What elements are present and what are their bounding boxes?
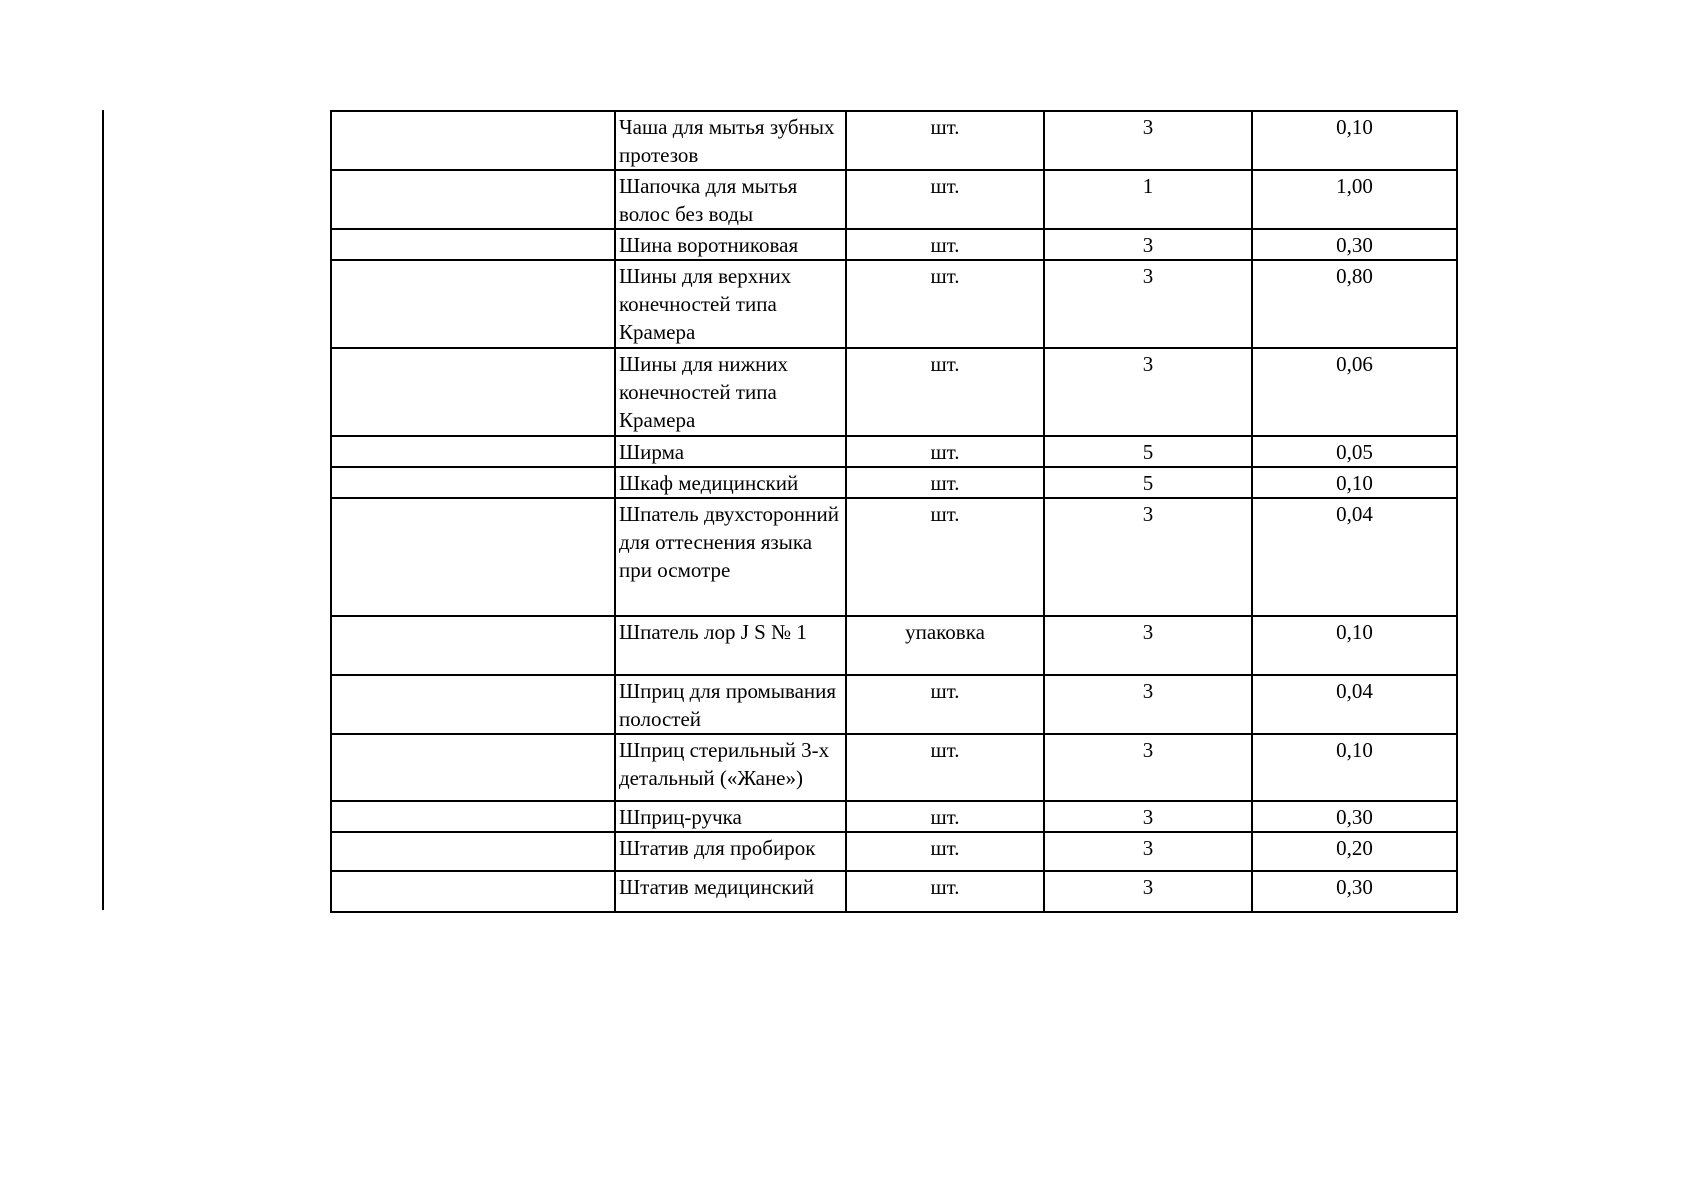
unit-cell: шт. xyxy=(846,348,1044,436)
blank-cell xyxy=(331,675,615,734)
value-cell: 0,04 xyxy=(1252,498,1457,616)
blank-cell xyxy=(331,229,615,260)
unit-cell: шт. xyxy=(846,170,1044,229)
table-row xyxy=(331,675,1457,734)
quantity-cell: 3 xyxy=(1044,871,1252,912)
item-name-cell: Штатив медицинский xyxy=(615,871,846,912)
item-name-cell: Штатив для пробирок xyxy=(615,832,846,871)
value-cell: 0,10 xyxy=(1252,734,1457,801)
blank-cell xyxy=(331,260,615,348)
quantity-cell: 3 xyxy=(1044,801,1252,832)
value-cell: 0,05 xyxy=(1252,436,1457,467)
table-row xyxy=(331,229,1457,260)
unit-cell: шт. xyxy=(846,111,1044,170)
value-cell: 1,00 xyxy=(1252,170,1457,229)
quantity-cell: 3 xyxy=(1044,229,1252,260)
quantity-cell: 5 xyxy=(1044,436,1252,467)
item-name-cell: Шины для верхних конечностей типа Крамера xyxy=(615,260,846,348)
quantity-cell: 3 xyxy=(1044,675,1252,734)
value-cell: 0,30 xyxy=(1252,229,1457,260)
quantity-cell: 3 xyxy=(1044,348,1252,436)
quantity-cell: 3 xyxy=(1044,260,1252,348)
equipment-table xyxy=(330,110,1458,913)
unit-cell: шт. xyxy=(846,467,1044,498)
table-row xyxy=(331,170,1457,229)
blank-cell xyxy=(331,801,615,832)
value-cell: 0,20 xyxy=(1252,832,1457,871)
item-name-cell: Шпатель двухсторонний для оттеснения языка при осмотре xyxy=(615,498,846,616)
quantity-cell: 3 xyxy=(1044,498,1252,616)
item-name-cell: Шприц стерильный 3-х детальный («Жане») xyxy=(615,734,846,801)
item-name-cell: Шпатель лор J S № 1 xyxy=(615,616,846,675)
value-cell: 0,80 xyxy=(1252,260,1457,348)
table-row xyxy=(331,348,1457,436)
blank-cell xyxy=(331,111,615,170)
value-cell: 0,10 xyxy=(1252,111,1457,170)
value-cell: 0,30 xyxy=(1252,871,1457,912)
unit-cell: упаковка xyxy=(846,616,1044,675)
unit-cell: шт. xyxy=(846,734,1044,801)
unit-cell: шт. xyxy=(846,229,1044,260)
unit-cell: шт. xyxy=(846,260,1044,348)
item-name-cell: Шина воротниковая xyxy=(615,229,846,260)
blank-cell xyxy=(331,436,615,467)
table-row xyxy=(331,832,1457,871)
blank-cell xyxy=(331,348,615,436)
unit-cell: шт. xyxy=(846,498,1044,616)
table-row xyxy=(331,871,1457,912)
table-row xyxy=(331,436,1457,467)
item-name-cell: Шприц-ручка xyxy=(615,801,846,832)
value-cell: 0,10 xyxy=(1252,467,1457,498)
table-row xyxy=(331,467,1457,498)
blank-cell xyxy=(331,832,615,871)
table-row xyxy=(331,498,1457,616)
value-cell: 0,04 xyxy=(1252,675,1457,734)
blank-cell xyxy=(331,871,615,912)
blank-cell xyxy=(331,467,615,498)
item-name-cell: Шприц для промывания полостей xyxy=(615,675,846,734)
unit-cell: шт. xyxy=(846,436,1044,467)
quantity-cell: 5 xyxy=(1044,467,1252,498)
table-row xyxy=(331,801,1457,832)
table-row xyxy=(331,260,1457,348)
table-row xyxy=(331,734,1457,801)
unit-cell: шт. xyxy=(846,675,1044,734)
blank-cell xyxy=(331,498,615,616)
blank-cell xyxy=(331,170,615,229)
table-row xyxy=(331,111,1457,170)
item-name-cell: Ширма xyxy=(615,436,846,467)
quantity-cell: 1 xyxy=(1044,170,1252,229)
quantity-cell: 3 xyxy=(1044,616,1252,675)
item-name-cell: Шины для нижних конечностей типа Крамера xyxy=(615,348,846,436)
value-cell: 0,30 xyxy=(1252,801,1457,832)
item-name-cell: Шапочка для мытья волос без воды xyxy=(615,170,846,229)
page-margin-line xyxy=(102,110,104,910)
value-cell: 0,10 xyxy=(1252,616,1457,675)
quantity-cell: 3 xyxy=(1044,832,1252,871)
quantity-cell: 3 xyxy=(1044,111,1252,170)
blank-cell xyxy=(331,734,615,801)
unit-cell: шт. xyxy=(846,801,1044,832)
unit-cell: шт. xyxy=(846,871,1044,912)
value-cell: 0,06 xyxy=(1252,348,1457,436)
unit-cell: шт. xyxy=(846,832,1044,871)
item-name-cell: Чаша для мытья зубных протезов xyxy=(615,111,846,170)
blank-cell xyxy=(331,616,615,675)
table-row xyxy=(331,616,1457,675)
item-name-cell: Шкаф медицинский xyxy=(615,467,846,498)
quantity-cell: 3 xyxy=(1044,734,1252,801)
